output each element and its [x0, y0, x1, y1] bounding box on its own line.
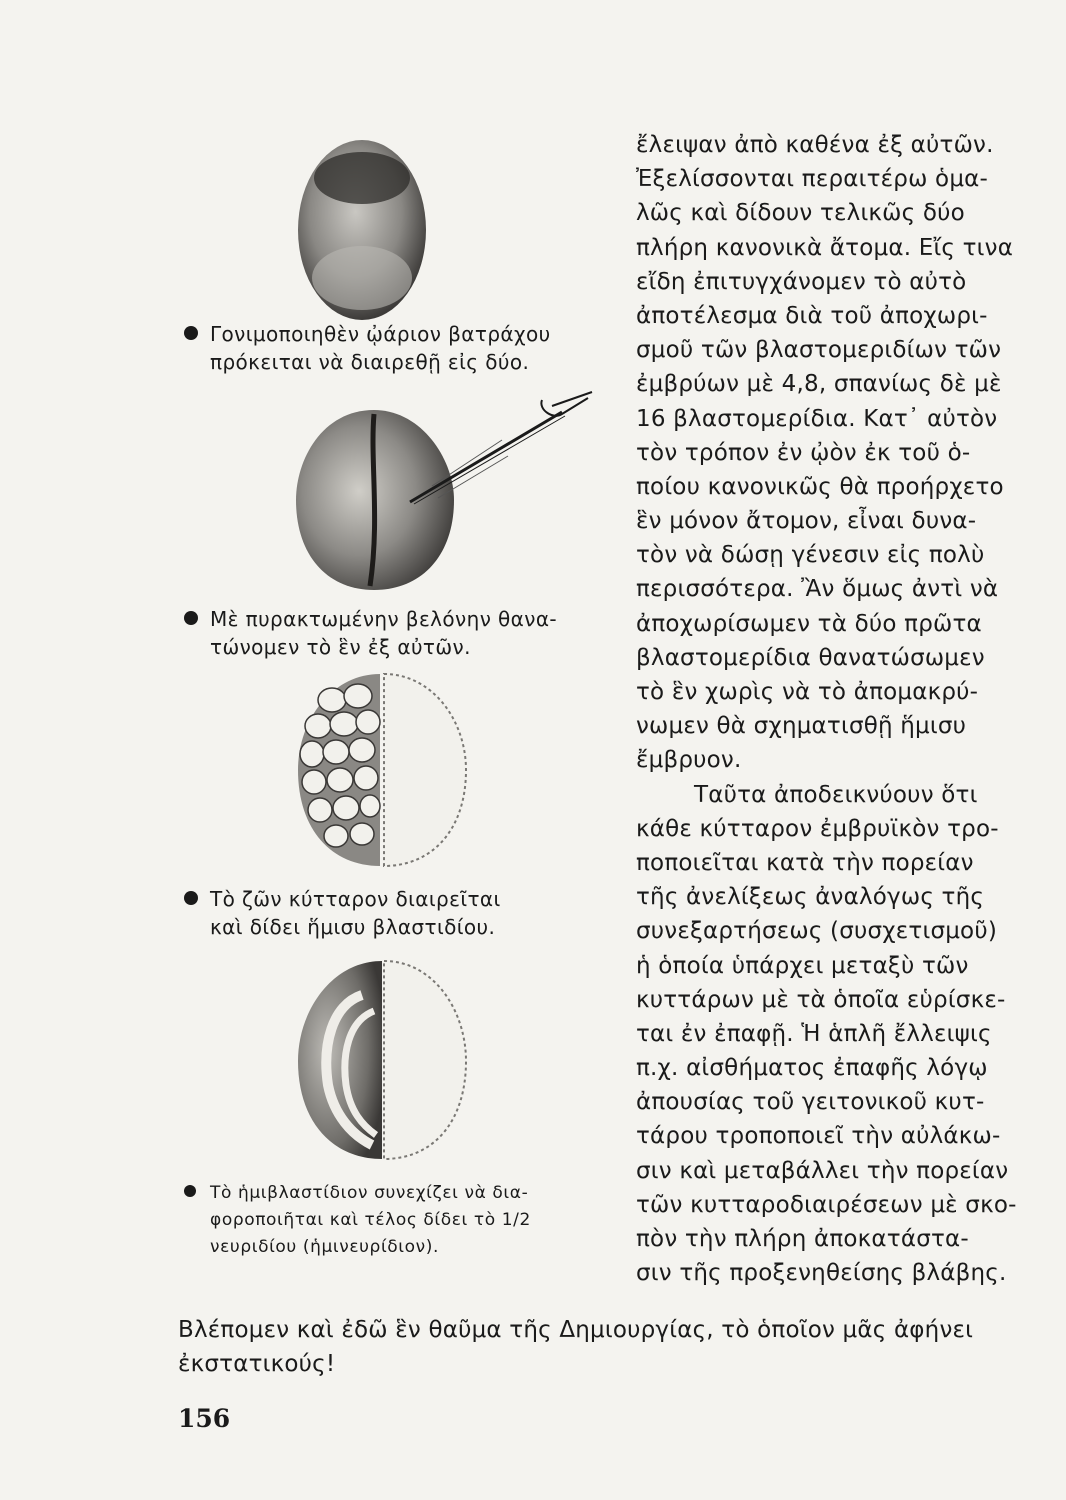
text-line: ἀποχωρίσωμεν τὰ δύο πρῶτα [636, 610, 982, 637]
bullet-icon [184, 611, 198, 625]
text-line: λῶς καὶ δίδουν τελικῶς δύο [636, 200, 965, 227]
text-line: ἡ ὁποία ὑπάρχει μεταξὺ τῶν [636, 952, 969, 979]
text-line: ἔμβρυον. [636, 747, 742, 774]
text-line: περισσότερα. Ἂν ὅμως ἀντὶ νὰ [636, 576, 999, 603]
caption-line: καὶ δίδει ἥμισυ βλαστιδίου. [210, 915, 496, 939]
text-line: τὸ ἓν χωρὶς νὰ τὸ ἀπομακρύ- [636, 679, 979, 705]
paragraph-start-line: Ταῦτα ἀποδεικνύουν ὅτι [694, 781, 978, 808]
text-line: συνεξαρτήσεως (συσχετισμοῦ) [636, 918, 998, 945]
caption-line: Μὲ πυρακτωμένην βελόνην θανα- [210, 607, 558, 631]
bullet-icon [184, 1185, 196, 1197]
text-line: τὸν νὰ δώσῃ γένεσιν εἰς πολὺ [636, 542, 985, 569]
text-line: τάρου τροποποιεῖ τὴν αὐλάκω- [636, 1123, 1001, 1150]
half-blastula-illustration [292, 670, 472, 870]
page-number: 156 [178, 1404, 231, 1433]
closing-line-1: Βλέπομεν καὶ ἐδῶ ἓν θαῦμα τῆς Δημιουργίας, τὸ ὁποῖον μᾶς ἀφήνει [178, 1317, 974, 1343]
figure-caption-3 [210, 885, 501, 941]
text-line: ἀπουσίας τοῦ γειτονικοῦ κυτ- [636, 1089, 985, 1116]
text-line: πλήρη κανονικὰ ἄτομα. Εἴς τινα [636, 234, 1014, 261]
text-line: Ἐξελίσσονται περαιτέρω ὁμα- [636, 166, 989, 193]
text-line: βλαστομερίδια θανατώσωμεν [636, 644, 985, 671]
text-line: πὸν τὴν πλήρη ἀποκατάστα- [636, 1226, 969, 1252]
text-line: σιν καὶ μεταβάλλει τὴν πορείαν [636, 1157, 1009, 1184]
text-line: σμοῦ τῶν βλαστομεριδίων τῶν [636, 337, 1002, 364]
text-line: 16 βλαστομερίδια. Κατ᾽ αὐτὸν [636, 405, 998, 432]
text-line: κυττάρων μὲ τὰ ὁποῖα εὑρίσκε- [636, 986, 1006, 1013]
caption-line: πρόκειται νὰ διαιρεθῇ εἰς δύο. [210, 350, 530, 374]
text-line: τὸν τρόπον ἐν ᾠὸν ἐκ τοῦ ὁ- [636, 439, 971, 466]
text-line: τῆς ἀνελίξεως ἀναλόγως τῆς [636, 884, 985, 911]
caption-line: Τὸ ἡμιβλαστίδιον συνεχίζει νὰ δια- [210, 1183, 529, 1203]
figure-caption-4 [210, 1180, 531, 1261]
text-line: π.χ. αἰσθήματος ἐπαφῆς λόγῳ [636, 1055, 988, 1082]
caption-line: τώνομεν τὸ ἓν ἐξ αὐτῶν. [210, 635, 471, 659]
figure-caption-2 [210, 605, 557, 661]
figure-caption-1 [210, 320, 551, 376]
closing-line-2: ἐκστατικούς! [178, 1351, 336, 1377]
bullet-icon [184, 891, 198, 905]
text-line: νωμεν θὰ σχηματισθῇ ἥμισυ [636, 713, 967, 740]
text-line: εἴδη ἐπιτυγχάνομεν τὸ αὐτὸ [636, 268, 967, 295]
caption-line: φοροποιῆται καὶ τέλος δίδει τὸ 1/2 [210, 1210, 531, 1230]
text-line: ποίου κανονικῶς θὰ προήρχετο [636, 473, 1004, 500]
text-line: σιν τῆς προξενηθείσης βλάβης. [636, 1260, 1007, 1287]
fertilized-egg-illustration [290, 138, 430, 328]
caption-line: νευριδίου (ἡμινευρίδιον). [210, 1237, 439, 1257]
text-line: ποποιεῖται κατὰ τὴν πορείαν [636, 849, 974, 876]
text-line: τῶν κυτταροδιαιρέσεων μὲ σκο- [636, 1191, 1017, 1218]
needle-kill-illustration [282, 390, 602, 600]
text-line: ἀποτέλεσμα διὰ τοῦ ἀποχωρι- [636, 302, 988, 329]
text-line: ται ἐν ἐπαφῇ. Ἡ ἁπλῆ ἔλλειψις [636, 1020, 992, 1047]
text-line: ἐμβρύων μὲ 4,8, σπανίως δὲ μὲ [636, 371, 1002, 398]
bullet-icon [184, 326, 198, 340]
caption-line: Τὸ ζῶν κύτταρον διαιρεῖται [210, 887, 501, 911]
half-neurula-illustration [292, 955, 472, 1165]
text-line: ἓν μόνον ἄτομον, εἶναι δυνα- [636, 508, 977, 535]
body-text-column [636, 128, 1028, 1290]
text-line: κάθε κύτταρον ἐμβρυϊκὸν τρο- [636, 815, 999, 842]
text-line: ἔλειψαν ἀπὸ καθένα ἐξ αὐτῶν. [636, 132, 994, 158]
caption-line: Γονιμοποιηθὲν ᾠάριον βατράχου [210, 322, 551, 346]
